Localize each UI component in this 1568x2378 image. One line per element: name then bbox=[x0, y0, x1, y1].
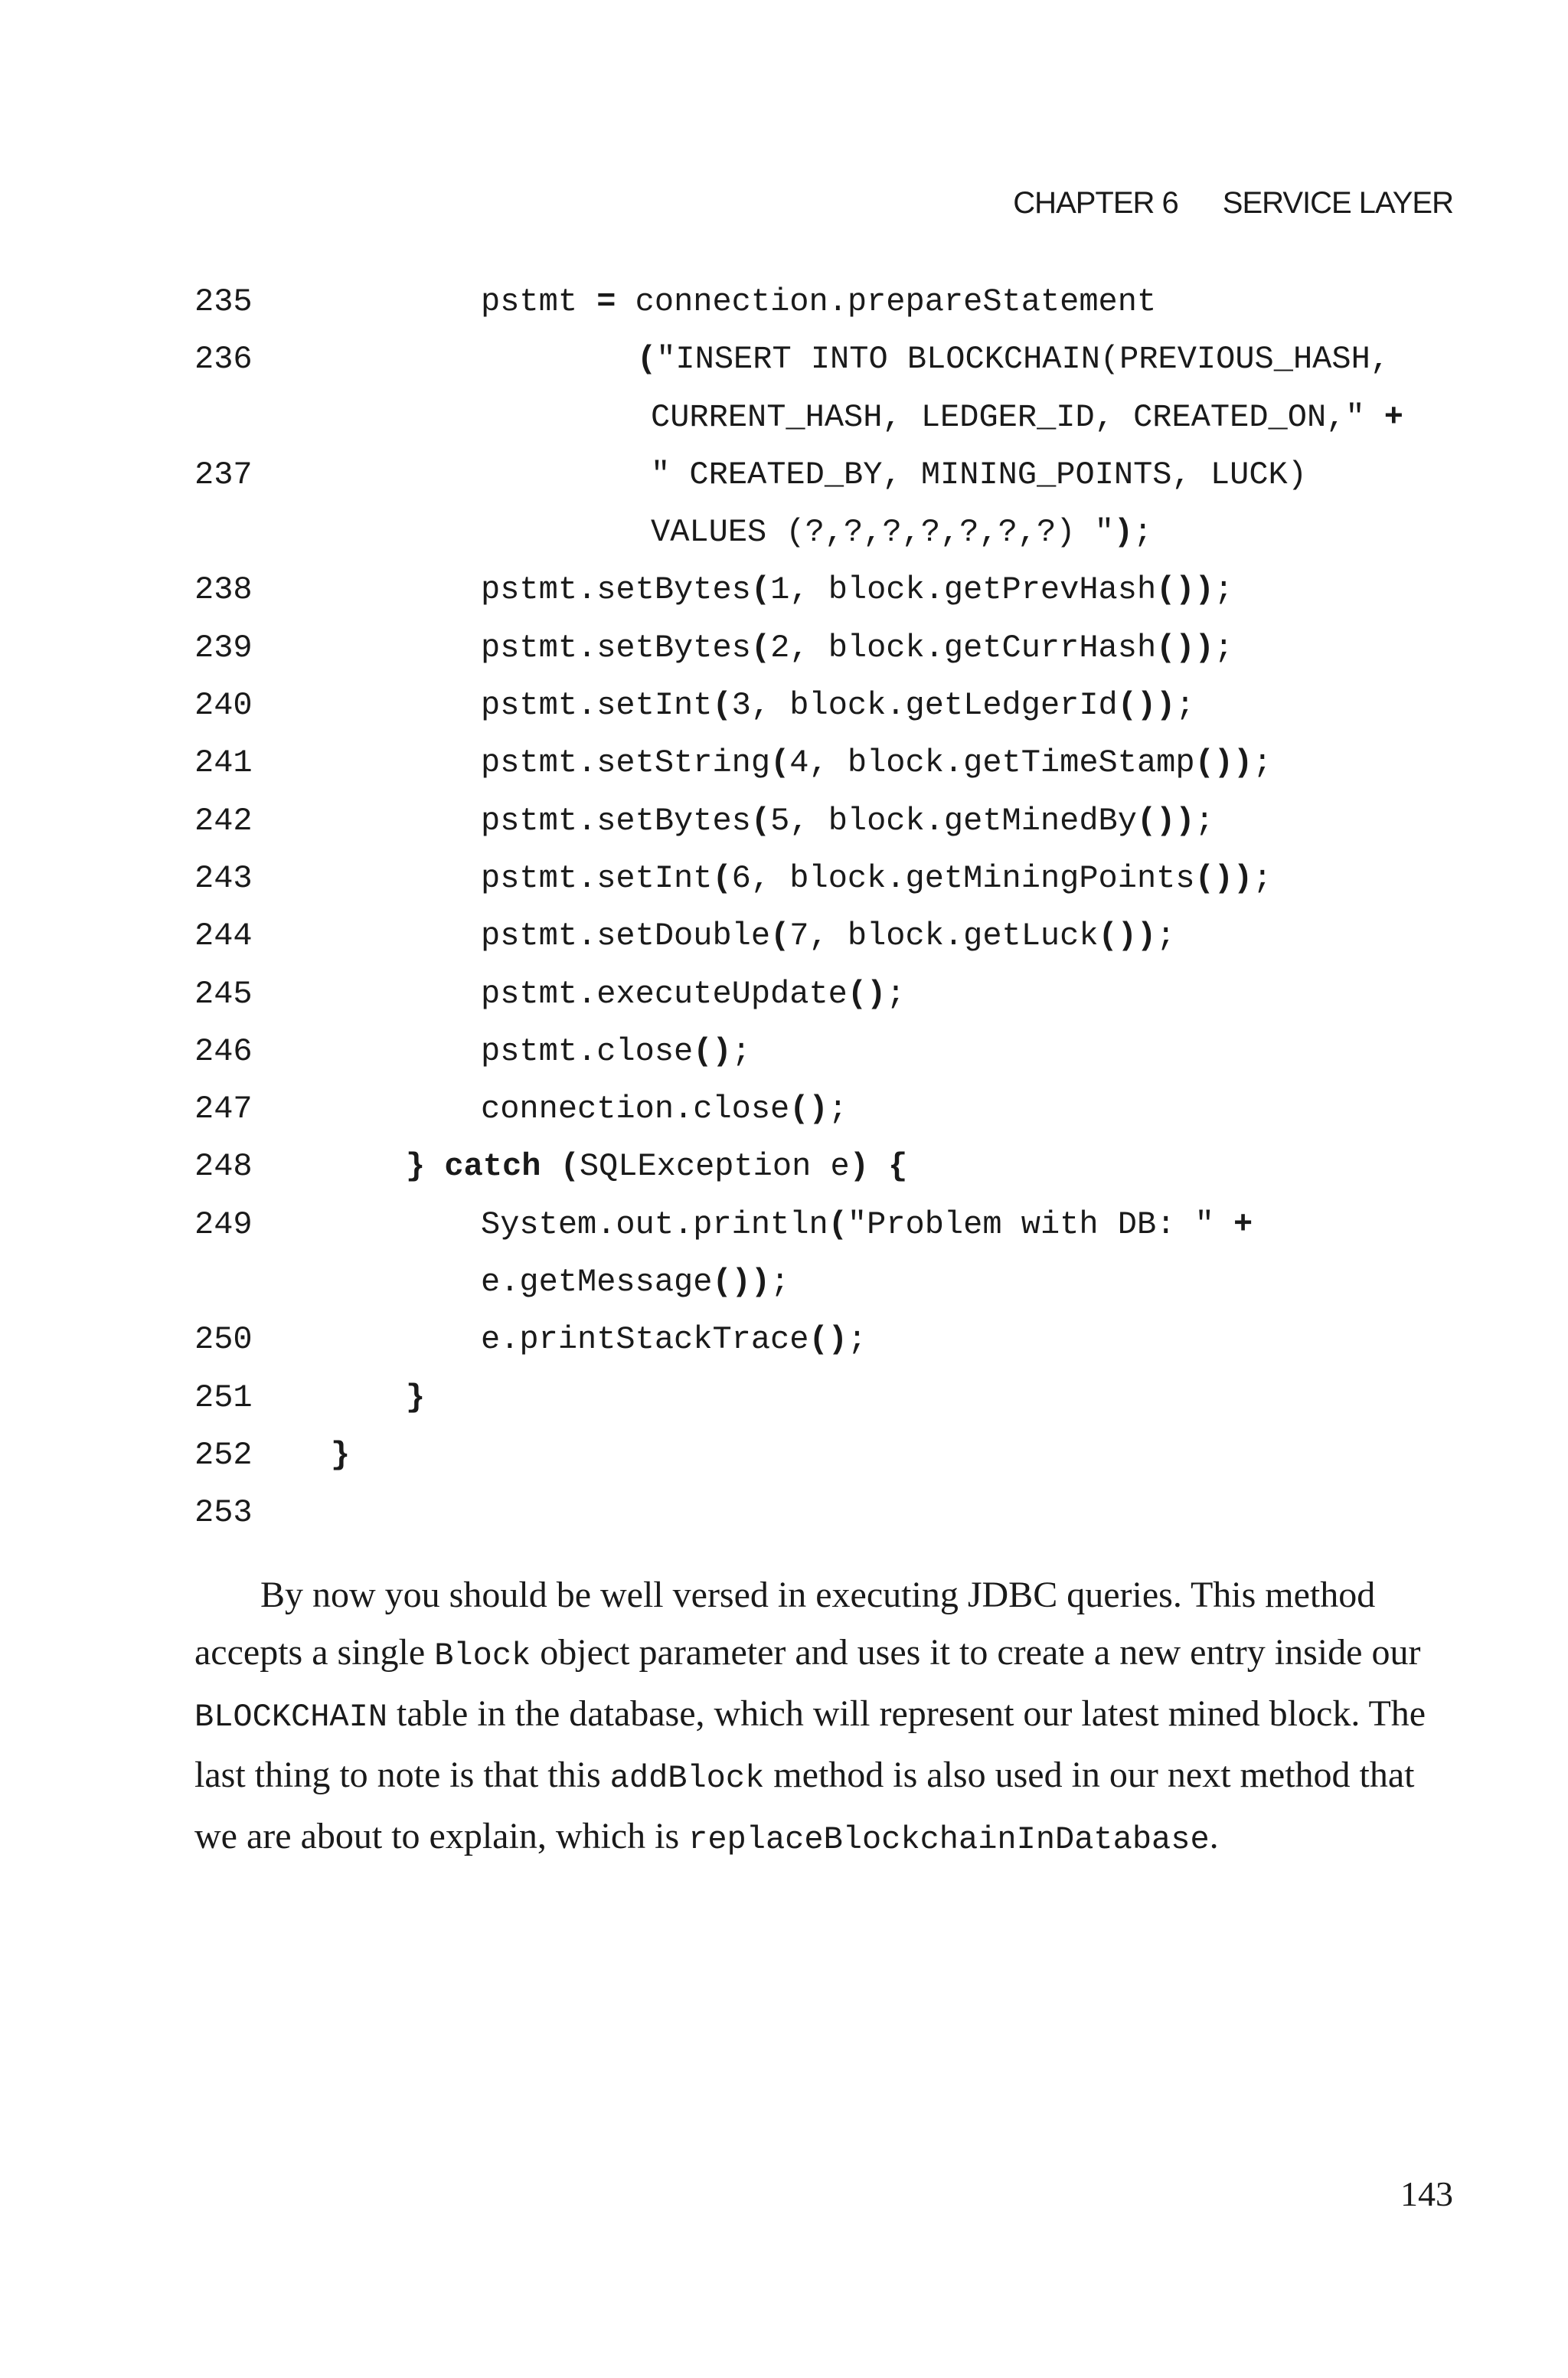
code-token: pstmt.setDouble bbox=[481, 918, 771, 955]
code-text bbox=[481, 273, 1156, 331]
code-token-bold: ( bbox=[712, 859, 732, 897]
inline-code: replaceBlockchainInDatabase bbox=[688, 1821, 1210, 1858]
code-line bbox=[0, 677, 1568, 734]
code-token-bold: ()) bbox=[1194, 744, 1253, 782]
line-number: 249 bbox=[194, 1205, 253, 1243]
code-token: 6, block.getMiningPoints bbox=[731, 859, 1195, 897]
code-token: ; bbox=[1194, 802, 1214, 839]
line-number: 250 bbox=[194, 1321, 253, 1359]
code-token-bold: ()) bbox=[1117, 687, 1176, 725]
code-token: 7, block.getLuck bbox=[789, 918, 1099, 955]
line-number: 235 bbox=[194, 283, 253, 320]
section-label: SERVICE LAYER bbox=[1222, 186, 1453, 220]
line-number: 238 bbox=[194, 571, 253, 609]
code-line bbox=[0, 1196, 1568, 1254]
code-line bbox=[0, 1311, 1568, 1369]
code-line bbox=[0, 561, 1568, 619]
code-token-bold: ( bbox=[828, 1205, 848, 1243]
code-text bbox=[481, 1023, 751, 1081]
text-run: object parameter and uses it to create a new entry inside our bbox=[531, 1632, 1421, 1673]
code-line bbox=[0, 1254, 1568, 1311]
code-line bbox=[0, 331, 1568, 388]
line-number: 251 bbox=[194, 1379, 253, 1416]
code-token-bold: ( bbox=[750, 802, 771, 839]
code-token: pstmt.setString bbox=[481, 744, 771, 782]
code-token: ; bbox=[1156, 918, 1176, 955]
code-line bbox=[0, 908, 1568, 965]
code-token: pstmt.setInt bbox=[481, 859, 713, 897]
code-line bbox=[0, 620, 1568, 677]
code-token: SQLException e bbox=[579, 1148, 850, 1186]
code-token: 1, block.getPrevHash bbox=[770, 571, 1157, 609]
inline-code: Block bbox=[434, 1637, 531, 1674]
line-number: 239 bbox=[194, 629, 253, 666]
line-number: 247 bbox=[194, 1091, 253, 1128]
code-line bbox=[0, 446, 1568, 504]
line-number: 243 bbox=[194, 859, 253, 897]
code-line bbox=[0, 734, 1568, 792]
code-text bbox=[651, 504, 1152, 561]
code-text bbox=[481, 734, 1272, 792]
code-text bbox=[331, 1427, 350, 1484]
line-number: 245 bbox=[194, 975, 253, 1012]
code-token: 2, block.getCurrHash bbox=[770, 629, 1157, 666]
code-token: connection.close bbox=[481, 1091, 790, 1128]
inline-code: addBlock bbox=[609, 1760, 765, 1797]
code-token: "INSERT INTO BLOCKCHAIN(PREVIOUS_HASH, bbox=[656, 341, 1390, 378]
code-token: ; bbox=[731, 1032, 751, 1070]
code-token: connection.prepareStatement bbox=[616, 283, 1157, 320]
code-text bbox=[481, 677, 1195, 734]
code-text bbox=[481, 793, 1214, 850]
code-line bbox=[0, 504, 1568, 561]
code-token-bold: + bbox=[1233, 1205, 1253, 1243]
code-token: ; bbox=[1214, 629, 1234, 666]
code-token-bold: ) { bbox=[849, 1148, 908, 1186]
code-text bbox=[406, 1369, 425, 1427]
line-number: 236 bbox=[194, 341, 253, 378]
code-token-bold: () bbox=[847, 975, 887, 1012]
body-text bbox=[194, 1566, 1458, 1869]
code-text bbox=[651, 446, 1307, 504]
code-token: pstmt.setBytes bbox=[481, 802, 751, 839]
code-token: System.out.println bbox=[481, 1205, 828, 1243]
text-run: By now you should be well versed in executing JDBC queries. This method accepts a single bbox=[194, 1575, 1376, 1673]
code-token-bold: = bbox=[596, 283, 616, 320]
code-token-bold: () bbox=[789, 1091, 828, 1128]
code-token-bold: ) bbox=[1113, 514, 1134, 551]
code-line bbox=[0, 966, 1568, 1023]
code-token-bold: ( bbox=[637, 341, 657, 378]
page-number: 143 bbox=[1400, 2174, 1453, 2213]
running-header bbox=[1013, 186, 1453, 221]
code-text bbox=[481, 561, 1233, 619]
code-line bbox=[0, 850, 1568, 908]
code-text bbox=[481, 1311, 867, 1369]
code-token-bold: } bbox=[406, 1379, 426, 1416]
code-token: ; bbox=[847, 1321, 867, 1359]
line-number: 242 bbox=[194, 802, 253, 839]
paragraph bbox=[194, 1566, 1458, 1869]
code-text bbox=[481, 850, 1272, 908]
chapter-label: CHAPTER 6 bbox=[1013, 186, 1178, 220]
code-token: ; bbox=[886, 975, 906, 1012]
code-token: 5, block.getMinedBy bbox=[770, 802, 1137, 839]
code-line bbox=[0, 1081, 1568, 1138]
code-token: ; bbox=[1253, 859, 1272, 897]
line-number: 253 bbox=[194, 1494, 253, 1532]
code-line bbox=[0, 273, 1568, 331]
code-token: ; bbox=[1253, 744, 1272, 782]
code-token: e.getMessage bbox=[481, 1264, 713, 1301]
text-run: table in the database, which will represent our latest mined block. The last thing to note is that this bbox=[194, 1693, 1426, 1795]
code-line bbox=[0, 1484, 1568, 1542]
code-token-bold: ( bbox=[712, 687, 732, 725]
code-token-bold: } catch ( bbox=[406, 1148, 580, 1186]
line-number: 240 bbox=[194, 687, 253, 725]
code-text bbox=[481, 1081, 848, 1138]
code-token: pstmt bbox=[481, 283, 597, 320]
code-text bbox=[637, 331, 1390, 388]
code-token: " CREATED_BY, MINING_POINTS, LUCK) bbox=[651, 456, 1307, 493]
line-number: 241 bbox=[194, 744, 253, 782]
code-token-bold: ()) bbox=[1136, 802, 1195, 839]
line-number: 246 bbox=[194, 1032, 253, 1070]
code-listing bbox=[0, 273, 1568, 1542]
code-token: ; bbox=[1214, 571, 1234, 609]
code-token: ; bbox=[1175, 687, 1195, 725]
code-token: "Problem with DB: " bbox=[847, 1205, 1233, 1243]
code-line bbox=[0, 1369, 1568, 1427]
code-text bbox=[481, 1254, 789, 1311]
code-text bbox=[651, 389, 1403, 446]
code-token: pstmt.setBytes bbox=[481, 571, 751, 609]
code-token: e.printStackTrace bbox=[481, 1321, 809, 1359]
code-text bbox=[481, 966, 906, 1023]
code-line bbox=[0, 389, 1568, 446]
code-text bbox=[481, 620, 1233, 677]
code-line bbox=[0, 1023, 1568, 1081]
code-token-bold: ( bbox=[770, 744, 790, 782]
code-token: pstmt.setInt bbox=[481, 687, 713, 725]
line-number: 248 bbox=[194, 1148, 253, 1186]
code-token-bold: ()) bbox=[1156, 571, 1214, 609]
code-text bbox=[406, 1138, 907, 1196]
code-token-bold: ( bbox=[770, 918, 790, 955]
code-token: ; bbox=[770, 1264, 790, 1301]
code-token: CURRENT_HASH, LEDGER_ID, CREATED_ON," bbox=[651, 398, 1384, 436]
code-line bbox=[0, 1138, 1568, 1196]
code-token-bold: () bbox=[693, 1032, 732, 1070]
text-run: method is also used in our next method that we are about to explain, which is bbox=[194, 1755, 1415, 1856]
inline-code: BLOCKCHAIN bbox=[194, 1699, 388, 1735]
line-number: 244 bbox=[194, 918, 253, 955]
code-token: 4, block.getTimeStamp bbox=[789, 744, 1195, 782]
code-token-bold: () bbox=[808, 1321, 848, 1359]
code-token-bold: + bbox=[1383, 398, 1403, 436]
code-text bbox=[481, 908, 1175, 965]
code-token-bold: ( bbox=[750, 629, 771, 666]
code-text bbox=[481, 1196, 1253, 1254]
code-token: ; bbox=[828, 1091, 848, 1128]
code-token: VALUES (?,?,?,?,?,?,?) " bbox=[651, 514, 1114, 551]
code-token: pstmt.executeUpdate bbox=[481, 975, 848, 1012]
line-number: 237 bbox=[194, 456, 253, 493]
code-token-bold: } bbox=[331, 1436, 351, 1474]
text-run: . bbox=[1209, 1816, 1219, 1856]
code-line bbox=[0, 1427, 1568, 1484]
code-token: pstmt.close bbox=[481, 1032, 694, 1070]
line-number: 252 bbox=[194, 1436, 253, 1474]
code-line bbox=[0, 793, 1568, 850]
code-token-bold: ()) bbox=[1156, 629, 1214, 666]
code-token-bold: ( bbox=[750, 571, 771, 609]
code-token-bold: ()) bbox=[1098, 918, 1157, 955]
code-token: pstmt.setBytes bbox=[481, 629, 751, 666]
code-token: 3, block.getLedgerId bbox=[731, 687, 1118, 725]
code-token: ; bbox=[1133, 514, 1153, 551]
code-token-bold: ()) bbox=[712, 1264, 771, 1301]
code-token-bold: ()) bbox=[1194, 859, 1253, 897]
